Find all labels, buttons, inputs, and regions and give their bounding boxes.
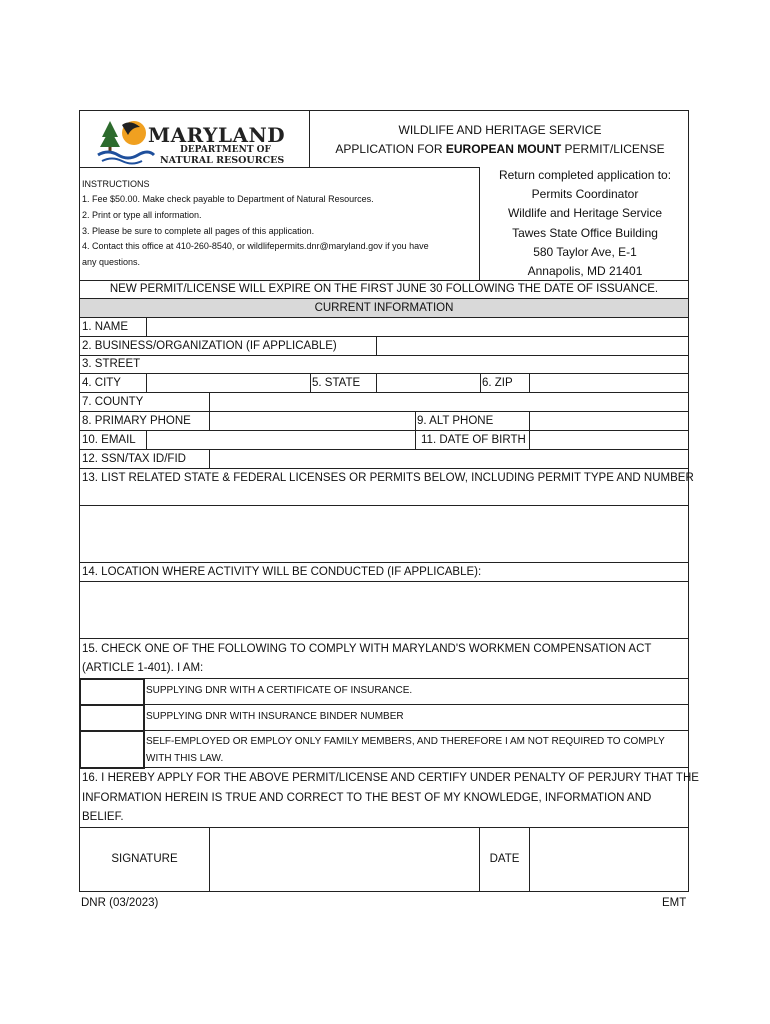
return-to-line: Tawes State Office Building (512, 226, 658, 240)
logo-maryland-wordmark: MARYLAND (148, 123, 286, 147)
dob-label: 11. DATE OF BIRTH (421, 434, 526, 446)
logo-dept-line1: DEPARTMENT OF (180, 145, 271, 155)
alt-phone-label: 9. ALT PHONE (417, 415, 494, 427)
state-label: 5. STATE (312, 377, 361, 389)
signature-field[interactable] (210, 828, 479, 892)
city-label: 4. CITY (82, 377, 121, 389)
certify-line3: BELIEF. (82, 811, 124, 823)
street-field[interactable] (146, 356, 688, 373)
option-insurance-binder: SUPPLYING DNR WITH INSURANCE BINDER NUMBER (146, 711, 404, 722)
dob-field[interactable] (529, 431, 689, 449)
licenses-field[interactable] (80, 506, 688, 562)
instruction-item: 2. Print or type all information. (82, 210, 202, 220)
insurance-certificate-checkbox[interactable] (80, 679, 145, 706)
instruction-item: 3. Please be sure to complete all pages of this application. (82, 226, 315, 236)
county-label: 7. COUNTY (82, 396, 144, 408)
form-code: EMT (662, 897, 687, 909)
self-employed-checkbox[interactable] (80, 731, 145, 769)
insurance-binder-checkbox[interactable] (80, 705, 145, 731)
instruction-item: 1. Fee $50.00. Make check payable to Department of Natural Resources. (82, 194, 374, 204)
city-field[interactable] (146, 374, 311, 392)
location-field[interactable] (80, 582, 688, 638)
primary-phone-field[interactable] (209, 412, 416, 430)
instructions-heading: INSTRUCTIONS (82, 179, 150, 189)
title-prefix: APPLICATION FOR (335, 142, 446, 156)
instruction-item: any questions. (82, 257, 141, 267)
name-label: 1. NAME (82, 321, 129, 333)
signature-label: SIGNATURE (111, 853, 178, 865)
return-to-heading: Return completed application to: (498, 168, 672, 182)
return-to-line: 580 Taylor Ave, E-1 (533, 245, 637, 259)
instruction-item: 4. Contact this office at 410-260-8540, or wildlifepermits.dnr@maryland.gov if you have (82, 241, 429, 251)
location-label: 14. LOCATION WHERE ACTIVITY WILL BE CONDUCTED (IF APPLICABLE): (82, 566, 482, 578)
ssn-label: 12. SSN/TAX ID/FID (82, 453, 186, 465)
option-self-employed: SELF-EMPLOYED OR EMPLOY ONLY FAMILY MEMBERS, AND THEREFORE I AM NOT REQUIRED TO COMPLY (146, 736, 665, 747)
date-label: DATE (489, 853, 520, 865)
header-service-title: WILDLIFE AND HERITAGE SERVICE (398, 123, 602, 137)
form-number: DNR (03/2023) (81, 897, 159, 909)
title-permit-type: EUROPEAN MOUNT (445, 142, 562, 156)
option-self-employed-cont: WITH THIS LAW. (146, 753, 224, 764)
title-suffix: PERMIT/LICENSE (561, 142, 665, 156)
expiry-notice: NEW PERMIT/LICENSE WILL EXPIRE ON THE FIRST JUNE 30 FOLLOWING THE DATE OF ISSUANCE. (109, 283, 659, 295)
zip-label: 6. ZIP (482, 377, 513, 389)
zip-field[interactable] (529, 374, 689, 392)
street-label: 3. STREET (82, 358, 141, 370)
alt-phone-field[interactable] (529, 412, 689, 430)
return-to-line: Wildlife and Heritage Service (507, 206, 663, 220)
county-field[interactable] (209, 393, 689, 411)
dnr-logo (96, 115, 296, 167)
business-label: 2. BUSINESS/ORGANIZATION (IF APPLICABLE) (82, 340, 337, 352)
state-field[interactable] (376, 374, 481, 392)
workmen-comp-line1: 15. CHECK ONE OF THE FOLLOWING TO COMPLY WITH MARYLAND'S WORKMEN COMPENSATION ACT (82, 643, 652, 655)
certify-line1: 16. I HEREBY APPLY FOR THE ABOVE PERMIT/LICENSE AND CERTIFY UNDER PENALTY OF PERJURY THAT THE (82, 772, 699, 784)
primary-phone-label: 8. PRIMARY PHONE (82, 415, 191, 427)
ssn-field[interactable] (209, 450, 689, 468)
name-field[interactable] (146, 318, 689, 336)
permit-application-form (79, 110, 699, 892)
licenses-label: 13. LIST RELATED STATE & FEDERAL LICENSES OR PERMITS BELOW, INCLUDING PERMIT TYPE AND NUMBER (82, 472, 694, 484)
logo-dept-line2: NATURAL RESOURCES (160, 155, 285, 166)
header-application-title (310, 143, 690, 155)
business-field[interactable] (376, 337, 689, 355)
return-to-line: Annapolis, MD 21401 (527, 264, 643, 278)
certify-line2: INFORMATION HEREIN IS TRUE AND CORRECT TO THE BEST OF MY KNOWLEDGE, INFORMATION AND (82, 792, 652, 804)
email-field[interactable] (146, 431, 416, 449)
current-info-heading: CURRENT INFORMATION (314, 302, 454, 314)
option-insurance-certificate: SUPPLYING DNR WITH A CERTIFICATE OF INSURANCE. (146, 685, 413, 696)
email-label: 10. EMAIL (82, 434, 136, 446)
maryland-dnr-emblem-icon (96, 115, 156, 167)
return-to-line: Permits Coordinator (531, 187, 639, 201)
workmen-comp-line2: (ARTICLE 1-401). I AM: (82, 662, 204, 674)
date-field[interactable] (530, 828, 688, 892)
